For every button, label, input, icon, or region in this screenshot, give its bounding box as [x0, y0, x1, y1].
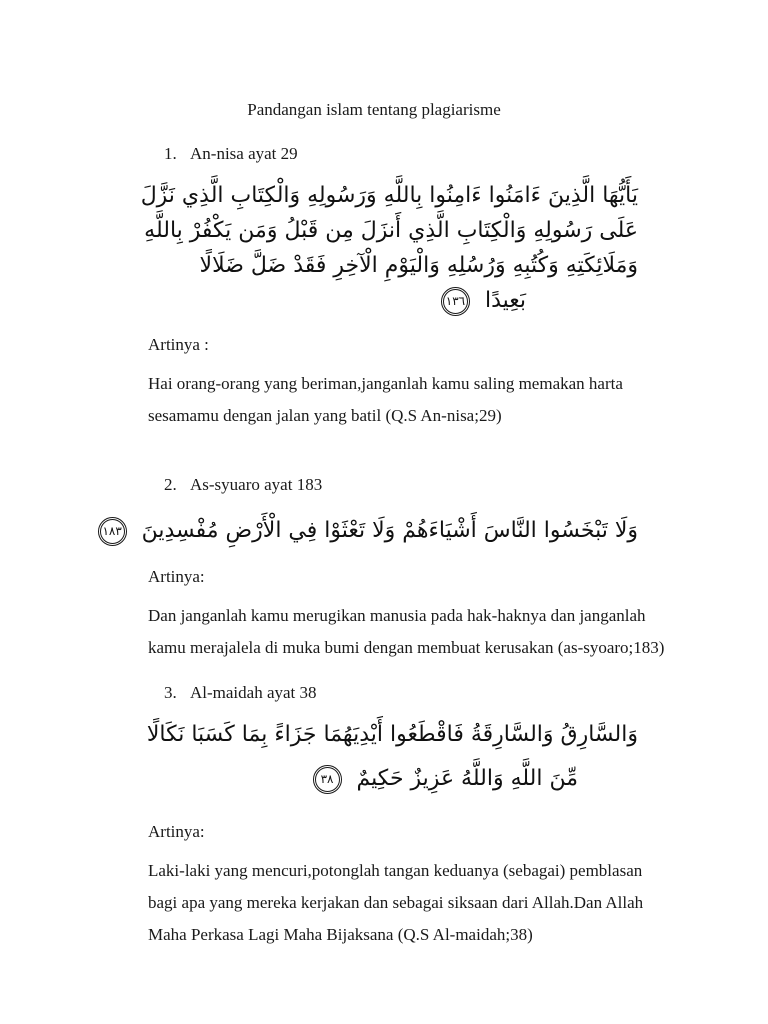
arabic-line: [148, 283, 638, 318]
translation-line: Maha Perkasa Lagi Maha Bijaksana (Q.S Al-maidah;38): [148, 925, 533, 944]
arabic-verse-block: [148, 713, 638, 801]
section-heading-label: Al-maidah ayat 38: [190, 683, 317, 702]
section-heading-label: An-nisa ayat 29: [190, 144, 298, 163]
section-an-nisa: [140, 143, 638, 432]
verse-number-medallion: ٣٨: [315, 767, 340, 792]
arabic-line: وَالسَّارِقُ وَالسَّارِقَةُ فَاقْطَعُوا أَيْدِيَهُمَا جَزَاءً بِمَا كَسَبَا نَكَالًا: [146, 722, 638, 747]
section-number: 2.: [164, 475, 177, 494]
arabic-line: [148, 757, 638, 801]
artinya-label: Artinya:: [148, 567, 205, 586]
translation-line: Laki-laki yang mencuri,potonglah tangan keduanya (sebagai) pemblasan: [148, 861, 643, 880]
translation-paragraph: [148, 855, 644, 951]
arabic-verse-block: [140, 178, 638, 318]
translation-line: Hai orang-orang yang beriman,janganlah kamu saling memakan harta: [148, 374, 623, 393]
translation-line: sesamamu dengan jalan yang batil (Q.S An-nisa;29): [148, 406, 502, 425]
section-heading: [164, 143, 638, 164]
arabic-verse-block: [102, 513, 638, 548]
verse-number-medallion: ١٣٦: [443, 289, 468, 314]
section-as-syuaro: [102, 474, 665, 664]
verse-number-medallion: ١٨٣: [100, 519, 125, 544]
section-number: 3.: [164, 683, 177, 702]
page-title: Pandangan islam tentang plagiarisme: [247, 100, 501, 119]
artinya-label: Artinya:: [148, 822, 205, 841]
arabic-line-text: وَلَا تَبْخَسُوا النَّاسَ أَشْيَاءَهُمْ وَلَا تَعْثَوْا فِي الْأَرْضِ مُفْسِدِينَ: [141, 518, 638, 543]
artinya-label: Artinya :: [148, 335, 209, 354]
arabic-line-text: بَعِيدًا: [484, 288, 526, 313]
section-al-maidah: [146, 682, 644, 951]
translation-paragraph: [148, 368, 638, 432]
arabic-line: يَأَيُّهَا الَّذِينَ ءَامَنُوا ءَامِنُوا بِاللَّهِ وَرَسُولِهِ وَالْكِتَابِ الَّذِي نَزَّلَ: [140, 183, 638, 208]
translation-line: Dan janganlah kamu merugikan manusia pada hak-haknya dan janganlah: [148, 606, 646, 625]
translation-line: bagi apa yang mereka kerjakan dan sebagai siksaan dari Allah.Dan Allah: [148, 893, 644, 912]
section-heading: [164, 474, 638, 495]
section-heading: [164, 682, 638, 703]
translation-line: kamu merajalela di muka bumi dengan membuat kerusakan (as-syoaro;183): [148, 638, 665, 657]
translation-paragraph: [148, 600, 665, 664]
arabic-line: وَمَلَائِكَتِهِ وَكُتُبِهِ وَرُسُلِهِ وَالْيَوْمِ الْآخِرِ فَقَدْ ضَلَّ ضَلَالًا: [199, 253, 638, 278]
arabic-line: [102, 513, 638, 548]
section-number: 1.: [164, 144, 177, 163]
section-heading-label: As-syuaro ayat 183: [190, 475, 323, 494]
arabic-line: عَلَى رَسُولِهِ وَالْكِتَابِ الَّذِي أَنزَلَ مِن قَبْلُ وَمَن يَكْفُرْ بِاللَّهِ: [144, 218, 638, 243]
arabic-line-text: مِّنَ اللَّهِ وَاللَّهُ عَزِيزٌ حَكِيمٌ: [356, 766, 578, 791]
